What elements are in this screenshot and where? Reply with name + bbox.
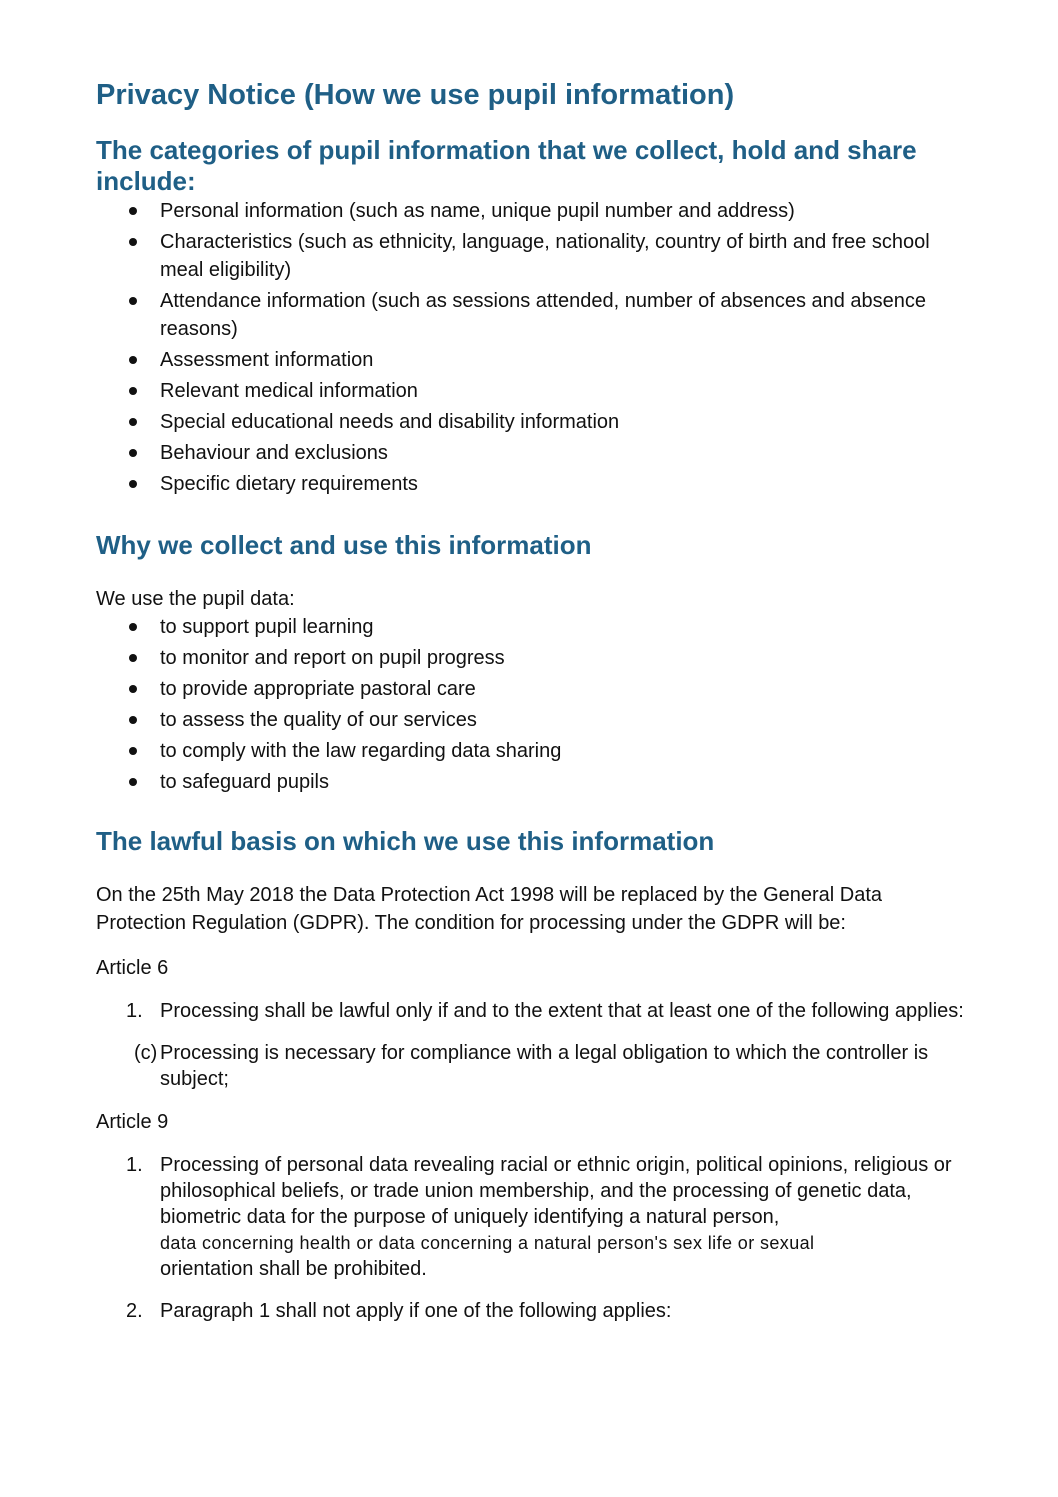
- list-item: [96, 1298, 980, 1324]
- list-item-text: Assessment information: [160, 349, 374, 371]
- why-heading: Why we collect and use this information: [96, 530, 592, 560]
- list-item: [96, 1152, 980, 1282]
- lawful-heading: The lawful basis on which we use this information: [96, 826, 715, 856]
- article-6-label: Article 6: [96, 957, 169, 979]
- bullet-icon: [129, 297, 137, 305]
- list-item-text: Personal information (such as name, unique pupil number and address): [160, 200, 795, 222]
- list-marker: 1.: [126, 1000, 143, 1022]
- list-item: [96, 408, 976, 436]
- bullet-icon: [129, 238, 137, 246]
- list-item: [96, 197, 976, 225]
- list-item-text: Relevant medical information: [160, 380, 418, 402]
- list-item: [96, 644, 976, 672]
- list-item-text: Processing of personal data revealing racial or ethnic origin, political opinions, religious or philosophical beliefs, or trade union membership, and the processing of genetic data, biometric data for the purpose of uniquely identifying a natural person,: [160, 1154, 952, 1228]
- list-item-text: to assess the quality of our services: [160, 709, 477, 731]
- list-item: [96, 439, 976, 467]
- page-title: Privacy Notice (How we use pupil information): [96, 79, 735, 111]
- bullet-icon: [129, 623, 137, 631]
- document-page: [96, 74, 976, 1324]
- article-9-label: Article 9: [96, 1111, 169, 1133]
- bullet-icon: [129, 449, 137, 457]
- list-item: [96, 377, 976, 405]
- list-item: [96, 1040, 980, 1092]
- bullet-icon: [129, 716, 137, 724]
- bullet-icon: [129, 685, 137, 693]
- list-item-text: Specific dietary requirements: [160, 473, 418, 495]
- list-item-text: Characteristics (such as ethnicity, language, nationality, country of birth and free school meal eligibility): [160, 231, 930, 281]
- bullet-icon: [129, 747, 137, 755]
- bullet-icon: [129, 480, 137, 488]
- list-item-text: to safeguard pupils: [160, 771, 330, 793]
- list-item-text: to provide appropriate pastoral care: [160, 678, 476, 700]
- list-item: [96, 768, 976, 796]
- list-item-text: Processing shall be lawful only if and to the extent that at least one of the following applies:: [160, 1000, 964, 1022]
- list-item-text: orientation shall be prohibited.: [160, 1258, 427, 1280]
- article-6-list: [96, 998, 976, 1092]
- list-item-text: Paragraph 1 shall not apply if one of the following applies:: [160, 1300, 672, 1322]
- bullet-icon: [129, 418, 137, 426]
- lawful-intro: On the 25th May 2018 the Data Protection Act 1998 will be replaced by the General Data Protection Regulation (GDPR). The condition for processing under the GDPR will be:: [96, 884, 883, 934]
- list-item: [96, 675, 976, 703]
- list-item: [96, 737, 976, 765]
- list-item: [96, 287, 976, 343]
- bullet-icon: [129, 387, 137, 395]
- purposes-list: [96, 613, 976, 796]
- list-item-text: to monitor and report on pupil progress: [160, 647, 505, 669]
- list-item-text: to comply with the law regarding data sharing: [160, 740, 562, 762]
- list-item-text: Behaviour and exclusions: [160, 442, 388, 464]
- list-item: [96, 346, 976, 374]
- list-item-text: Attendance information (such as sessions attended, number of absences and absence reasons): [160, 290, 927, 340]
- categories-heading: The categories of pupil information that we collect, hold and share include:: [96, 135, 917, 196]
- list-item: [96, 706, 976, 734]
- list-item-text: to support pupil learning: [160, 616, 374, 638]
- list-marker: (c): [134, 1042, 158, 1064]
- list-item-text: Special educational needs and disability information: [160, 411, 620, 433]
- list-marker: 1.: [126, 1154, 143, 1176]
- bullet-icon: [129, 207, 137, 215]
- bullet-icon: [129, 654, 137, 662]
- list-marker: 2.: [126, 1300, 143, 1322]
- bullet-icon: [129, 778, 137, 786]
- categories-list: [96, 197, 976, 498]
- article-9-list: [96, 1152, 976, 1324]
- bullet-icon: [129, 356, 137, 364]
- list-item: [96, 998, 980, 1024]
- list-item: [96, 613, 976, 641]
- list-item: [96, 228, 976, 284]
- list-item: [96, 470, 976, 498]
- list-item-text: Processing is necessary for compliance with a legal obligation to which the controller is subject;: [160, 1042, 929, 1090]
- list-item-text: data concerning health or data concerning a natural person's sex life or sexual: [160, 1233, 815, 1253]
- why-intro: We use the pupil data:: [96, 588, 295, 610]
